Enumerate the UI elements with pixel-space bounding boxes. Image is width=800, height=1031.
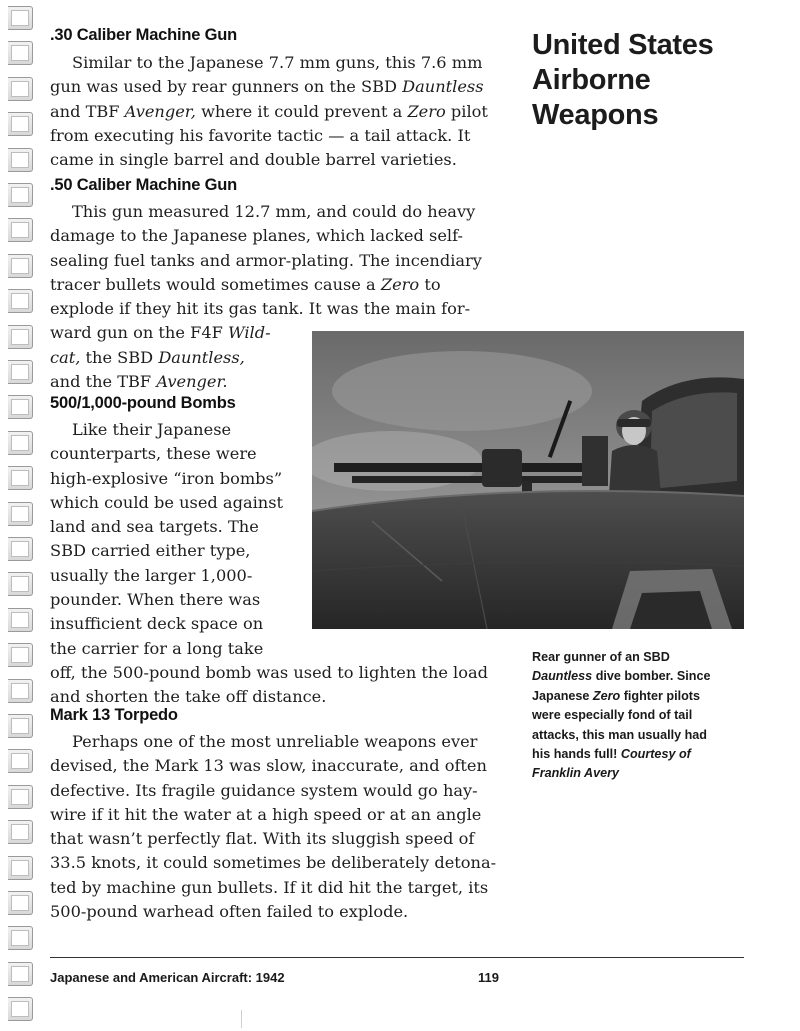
spiral-binding-icon — [8, 112, 33, 136]
spiral-binding-icon — [8, 962, 33, 986]
text-line: Wild- — [228, 323, 271, 343]
spiral-binding-icon — [8, 891, 33, 915]
spiral-binding-icon — [8, 218, 33, 242]
text-line: ward gun on the F4F — [50, 323, 223, 343]
caption-line: were especially fond of tail — [532, 708, 693, 723]
spiral-binding-icon — [8, 431, 33, 455]
text-line: pounder. When there was — [50, 590, 261, 610]
caption-line: Franklin Avery — [532, 766, 620, 781]
text-line: insufficient deck space on — [50, 614, 264, 634]
text-line: 500-pound warhead often failed to explode. — [50, 902, 409, 922]
caption-line: Rear gunner of an SBD — [532, 650, 670, 664]
text-line: devised, the Mark 13 was slow, inaccurate, and often — [50, 756, 487, 776]
spiral-binding-icon — [8, 926, 33, 950]
text-line: that wasn’t perfectly flat. With its sluggish speed of — [50, 829, 475, 849]
text-line: land and sea targets. The — [50, 517, 259, 537]
photo-caption — [532, 648, 732, 784]
section-body-torpedo — [50, 730, 502, 924]
text-line: and the TBF — [50, 372, 152, 392]
text-line: defective. Its fragile guidance system would go hay- — [50, 780, 478, 800]
spiral-binding-icon — [8, 325, 33, 349]
spiral-binding-icon — [8, 41, 33, 65]
title-line: Weapons — [532, 99, 659, 131]
spiral-binding-icon — [8, 608, 33, 632]
footer-rule — [50, 957, 744, 958]
caption-line: Courtesy of — [620, 747, 691, 762]
text-line: from executing his favorite tactic — a tail attack. It — [50, 125, 471, 145]
text-line: 33.5 knots, it could sometimes be deliberately detona- — [50, 853, 497, 873]
text-line: explode if they hit its gas tank. It was the main for- — [50, 299, 471, 319]
text-line: Perhaps one of the most unreliable weapons ever — [72, 732, 478, 751]
caption-line: dive bomber. Since — [595, 669, 711, 684]
text-line: Similar to the Japanese 7.7 mm guns, this 7.6 mm — [72, 53, 483, 72]
text-line: Dauntless, — [158, 347, 245, 367]
text-line: gun was used by rear gunners on the SBD — [50, 77, 397, 97]
text-line: tracer bullets would sometimes cause a — [50, 274, 376, 294]
text-line: and shorten the take off distance. — [50, 687, 327, 707]
text-line: the carrier for a long take — [50, 638, 264, 658]
spiral-binding-icon — [8, 785, 33, 809]
section-heading-50-caliber: .50 Caliber Machine Gun — [50, 176, 238, 194]
text-line: damage to the Japanese planes, which lacked self- — [50, 226, 463, 246]
scan-mark — [241, 1010, 242, 1028]
spiral-binding-icon — [8, 643, 33, 667]
caption-line: Japanese — [532, 688, 590, 703]
text-line: pilot — [450, 101, 488, 121]
rear-gunner-photo-icon — [312, 331, 744, 629]
caption-line: his hands full! — [532, 747, 618, 762]
section-heading-torpedo: Mark 13 Torpedo — [50, 706, 178, 724]
title-line: Airborne — [532, 64, 651, 96]
text-line: came in single barrel and double barrel varieties. — [50, 150, 457, 170]
page-number: 119 — [478, 970, 499, 985]
text-line: Zero — [380, 274, 420, 294]
spiral-binding-icon — [8, 466, 33, 490]
text-line: Like their Japanese — [72, 420, 232, 439]
spiral-binding-icon — [8, 820, 33, 844]
spiral-binding-icon — [8, 254, 33, 278]
spiral-binding-icon — [8, 395, 33, 419]
footer-book-title: Japanese and American Aircraft: 1942 — [50, 970, 285, 985]
text-line: high-explosive “iron bombs” — [50, 468, 283, 488]
spiral-binding-icon — [8, 714, 33, 738]
text-line: where it could prevent a — [201, 101, 403, 121]
caption-line: fighter pilots — [623, 688, 700, 703]
spiral-binding-icon — [8, 6, 33, 30]
text-line: Zero — [407, 101, 446, 121]
text-line: Avenger, — [124, 101, 196, 121]
text-line: counterparts, these were — [50, 444, 257, 464]
section-body-30-caliber — [50, 51, 502, 172]
spiral-binding-icon — [8, 360, 33, 384]
text-line: wire if it hit the water at a high speed or at an angle — [50, 804, 482, 824]
spiral-binding-icon — [8, 183, 33, 207]
caption-line: Zero — [592, 688, 621, 703]
text-line: ted by machine gun bullets. If it did hit the target, its — [50, 877, 489, 897]
section-heading-bombs: 500/1,000-pound Bombs — [50, 394, 236, 412]
spiral-binding-icon — [8, 856, 33, 880]
text-line: Dauntless — [402, 77, 484, 97]
spiral-binding — [0, 0, 40, 1031]
spiral-binding-icon — [8, 749, 33, 773]
title-line: United States — [532, 29, 714, 61]
text-line: SBD carried either type, — [50, 541, 251, 561]
text-line: the SBD — [85, 347, 154, 367]
caption-line: attacks, this man usually had — [532, 727, 707, 742]
page-title — [532, 28, 713, 133]
spiral-binding-icon — [8, 148, 33, 172]
caption-line: Dauntless — [532, 669, 593, 684]
spiral-binding-icon — [8, 572, 33, 596]
text-line: off, the 500-pound bomb was used to lighten the load — [50, 662, 488, 682]
spiral-binding-icon — [8, 502, 33, 526]
section-heading-30-caliber: .30 Caliber Machine Gun — [50, 26, 238, 44]
rear-gunner-photo — [312, 331, 744, 629]
text-line: and TBF — [50, 101, 120, 121]
text-line: This gun measured 12.7 mm, and could do heavy — [72, 202, 476, 221]
text-line: to — [424, 274, 441, 294]
text-line: which could be used against — [50, 492, 284, 512]
spiral-binding-icon — [8, 679, 33, 703]
spiral-binding-icon — [8, 537, 33, 561]
text-line: cat, — [50, 347, 81, 367]
spiral-binding-icon — [8, 289, 33, 313]
text-line: Avenger. — [156, 372, 228, 392]
text-line: sealing fuel tanks and armor-plating. The incendiary — [50, 250, 482, 270]
spiral-binding-icon — [8, 997, 33, 1021]
spiral-binding-icon — [8, 77, 33, 101]
text-line: usually the larger 1,000- — [50, 565, 253, 585]
